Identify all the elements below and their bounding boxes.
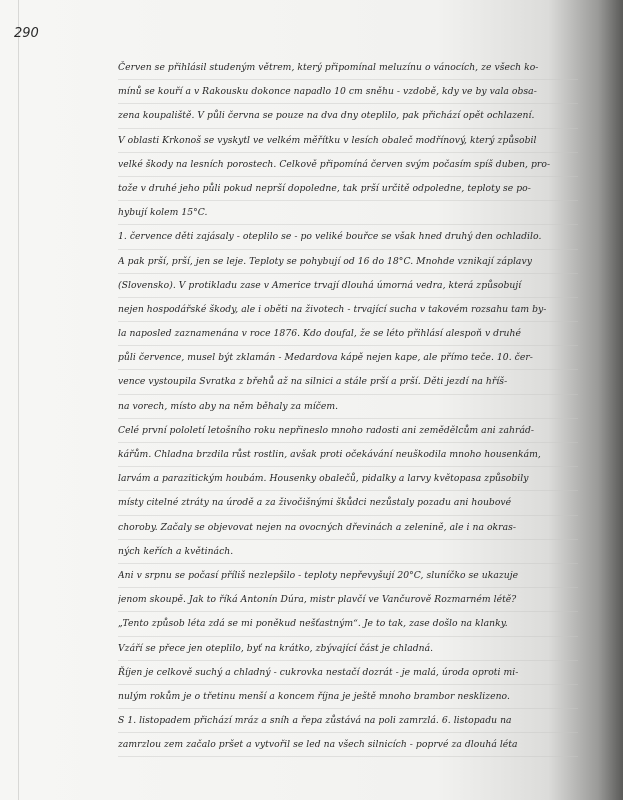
text-line: půli července, musel být zklamán - Medardova kápě nejen kape, ale přímo teče. 10. čer- <box>118 346 578 370</box>
text-line: velké škody na lesních porostech. Celkově připomíná červen svým počasím spíš duben, pro- <box>118 153 578 177</box>
margin-line <box>18 0 19 800</box>
text-line: nejen hospodářské škody, ale i oběti na životech - trvající sucha v takovém rozsahu tam by- <box>118 298 578 322</box>
text-line: místy citelné ztráty na úrodě a za živočišnými škůdci nezůstaly pozadu ani houbové <box>118 491 578 515</box>
text-line: S 1. listopadem přichází mráz a sníh a řepa zůstává na poli zamrzlá. 6. listopadu na <box>118 709 578 733</box>
text-line: A pak prší, prší, jen se leje. Teploty se pohybují od 16 do 18°C. Mnohde vznikají záplavy <box>118 250 578 274</box>
text-line: (Slovensko). V protikladu zase v Americe trvají dlouhá úmorná vedra, která způsobují <box>118 274 578 298</box>
handwritten-text-block <box>118 56 578 757</box>
text-line: mínů se kouří a v Rakousku dokonce napadlo 10 cm sněhu - vzdobě, kdy ve by vala obsa- <box>118 80 578 104</box>
text-line: jenom skoupě. Jak to říká Antonín Dúra, mistr plavčí ve Vančurově Rozmarném létě? <box>118 588 578 612</box>
text-line: choroby. Začaly se objevovat nejen na ovocných dřevinách a zelenině, ale i na okras- <box>118 516 578 540</box>
text-line: la naposled zaznamenána v roce 1876. Kdo doufal, že se léto přihlásí alespoň v druhé <box>118 322 578 346</box>
text-line: vence vystoupila Svratka z břehů až na silnici a stále prší a prší. Děti jezdí na hříš- <box>118 370 578 394</box>
text-line: Červen se přihlásil studeným větrem, který připomínal meluzínu o vánocích, ze všech ko- <box>118 56 578 80</box>
text-line: hybují kolem 15°C. <box>118 201 578 225</box>
text-line: zena koupaliště. V půli června se pouze na dva dny oteplilo, pak přichází opět ochlazení. <box>118 104 578 128</box>
text-line: „Tento způsob léta zdá se mi poněkud nešťastným“. Je to tak, zase došlo na klanky. <box>118 612 578 636</box>
text-line: Celé první pololetí letošního roku nepřineslo mnoho radosti ani zemědělcům ani zahrád- <box>118 419 578 443</box>
text-line: nulým rokům je o třetinu menší a koncem října je ještě mnoho brambor nesklizeno. <box>118 685 578 709</box>
text-line: Říjen je celkově suchý a chladný - cukrovka nestačí dozrát - je malá, úroda oproti mi- <box>118 661 578 685</box>
text-line: kářům. Chladna brzdila růst rostlin, avšak proti očekávání neuškodila mnoho housenkám, <box>118 443 578 467</box>
page-number: 290 <box>14 26 39 41</box>
text-line: tože v druhé jeho půli pokud neprší dopoledne, tak prší určitě odpoledne, teploty se po- <box>118 177 578 201</box>
text-line: zamrzlou zem začalo pršet a vytvořil se led na všech silnicích - poprvé za dlouhá léta <box>118 733 578 757</box>
text-line: ných keřích a květinách. <box>118 540 578 564</box>
text-line: na vorech, místo aby na něm běhaly za míčem. <box>118 395 578 419</box>
text-line: Ani v srpnu se počasí příliš nezlepšilo - teploty nepřevyšují 20°C, sluníčko se ukazuje <box>118 564 578 588</box>
text-line: V oblasti Krkonoš se vyskytl ve velkém měřítku v lesích obaleč modřínový, který způsobil <box>118 129 578 153</box>
text-line: 1. července děti zajásaly - oteplilo se - po veliké bouřce se však hned druhý den ochladilo. <box>118 225 578 249</box>
text-line: larvám a parazitickým houbám. Housenky obalečů, pidalky a larvy květopasa způsobily <box>118 467 578 491</box>
text-line: Vzáří se přece jen oteplilo, byť na krátko, zbývající část je chladná. <box>118 637 578 661</box>
